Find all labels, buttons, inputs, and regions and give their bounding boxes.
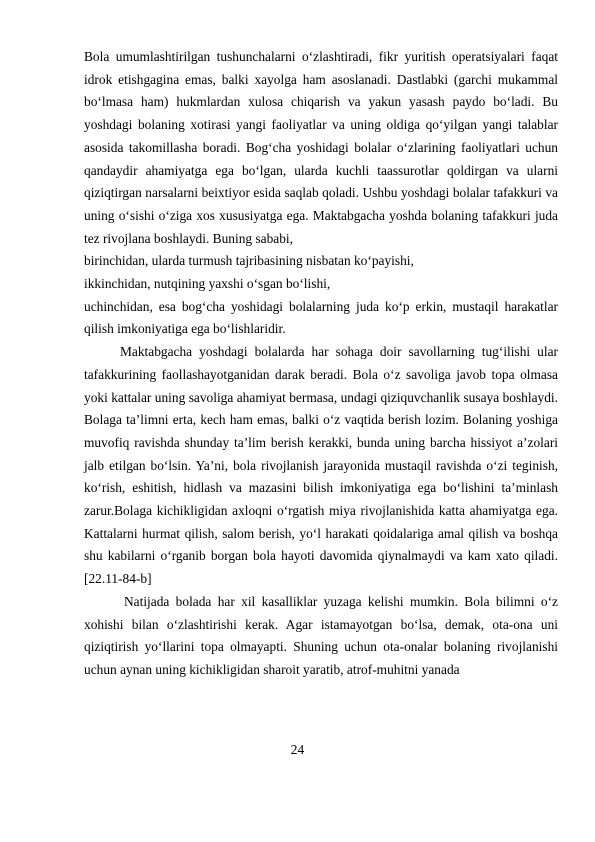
paragraph-consequences: Natijada bolada har xil kasalliklar yuzaga kelishi mumkin. Bola bilimni o‘z xohishi bilan o‘zlashtirishi kerak. Agar istamayotgan bo‘lsa, demak, ota-ona uni qiziqtirish yo‘llarini topa olmayapti. Shuning uchun ota-onalar bolaning rivojlanishi uchun aynan uning kichikligidan sharoit yaratib, atrof-muhitni yanada xyxy=(84,593,558,677)
paragraph-intro: Bola umumlashtirilgan tushunchalarni o‘zlashtiradi, fikr yuritish operatsiyalari faqat idrok etishgagina emas, balki xayolga ham asoslanadi. Dastlabki (garchi mukammal bo‘lmasa ham) hukmlardan xulosa chiqarish va yakun yasash paydo bo‘ladi. Bu yoshdagi bolaning xotirasi yangi faoliyatlar va uning oldiga qo‘yilgan yangi talablar asosida takomillasha boradi. Bog‘cha yoshidagi bolalar o‘zlarining faoliyatlari uchun qandaydir ahamiyatga ega bo‘lgan, ularda kuchli taassurotlar qoldirgan va ularni qiziqtirgan narsalarni beixtiyor esida saqlab qoladi. Ushbu yoshdagi bolalar tafakkuri va uning o‘sishi o‘ziga xos xususiyatga ega. Maktabgacha yoshda bolaning tafakkuri juda tez rivojlana boshlaydi. Buning sababi, xyxy=(84,49,558,246)
list-item-second: ikkinchidan, nutqining yaxshi o‘sgan bo‘lishi, xyxy=(84,276,331,292)
list-item-third: uchinchidan, esa bog‘cha yoshidagi bolalarning juda ko‘p erkin, mustaqil harakatlar qilish imkoniyatiga ega bo‘lishlaridir. xyxy=(84,298,558,337)
list-item-first: birinchidan, ularda turmush tajribasining nisbatan ko‘payishi, xyxy=(84,253,414,269)
document-page xyxy=(84,46,558,682)
page-number: 24 xyxy=(290,742,305,757)
paragraph-questions: Maktabgacha yoshdagi bolalarda har sohaga doir savollarning tug‘ilishi ular tafakkurining faollashayotganidan darak beradi. Bola o‘z savoliga javob topa olmasa yoki kattalar uning savoliga ahamiyat bermasa, undagi qiziquvchanlik susaya boshlaydi. Bolaga ta’limni erta, kech ham emas, balki o‘z vaqtida berish lozim. Bolaning yoshiga muvofiq ravishda shunday ta’lim berish kerakki, bunda uning barcha hissiyot a’zolari jalb etilgan bo‘lsin. Ya’ni, bola rivojlanish jarayonida mustaqil ravishda o‘zi teginish, ko‘rish, eshitish, hidlash va mazasini bilish imkoniyatiga ega bo‘lishini ta’minlash zarur.Bolaga kichikligidan axloqni o‘rgatish miya rivojlanishida katta ahamiyatga ega. Kattalarni hurmat qilish, salom berish, yo‘l harakati qoidalariga amal qilish va boshqa shu kabilarni o‘rganib borgan bola hayoti davomida qiynalmaydi va kam xato qiladi. [22.11-84-b] xyxy=(84,344,558,587)
